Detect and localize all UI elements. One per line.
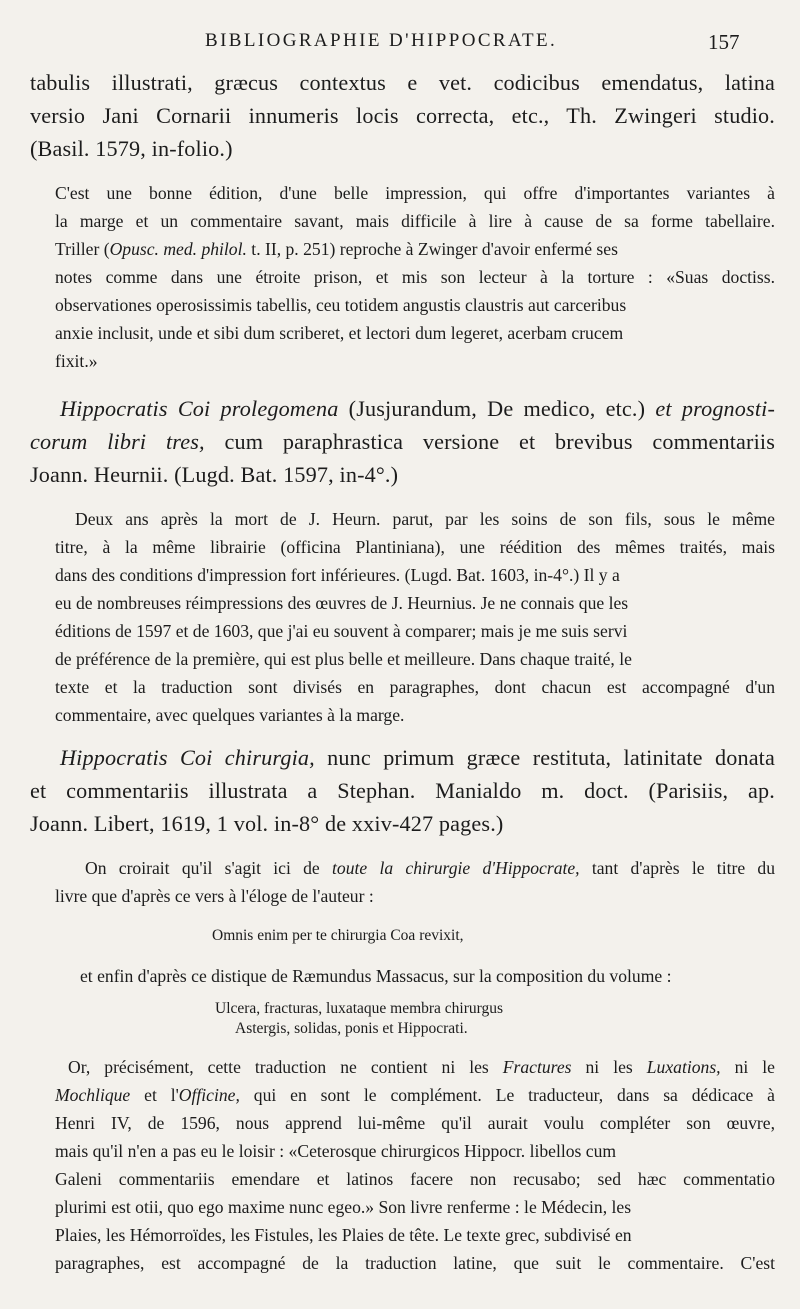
text-segment: Triller ( xyxy=(55,239,110,259)
entry-3-comment-line-1 xyxy=(85,858,775,879)
text-segment: et l' xyxy=(130,1085,179,1105)
italic-title: Hippocratis Coi prolegomena xyxy=(60,396,339,421)
entry-1-comment-line-1: C'est une bonne édition, d'une belle impression, qui offre d'importantes variantes à xyxy=(55,183,775,203)
entry-3-final-line-7: Plaies, les Hémorroïdes, les Fistules, les Plaies de tête. Le texte grec, subdivisé en xyxy=(55,1225,632,1245)
page-header xyxy=(0,30,800,56)
italic-title: toute la chirurgie d'Hippocrate, xyxy=(332,858,580,878)
entry-2-comment-line-4: eu de nombreuses réimpressions des œuvres de J. Heurnius. Je ne connais que les xyxy=(55,593,629,613)
entry-2-comment-line-7: texte et la traduction sont divisés en paragraphes, dont chacun est accompagné d'un xyxy=(55,677,775,697)
entry-2-comment-line-1: Deux ans après la mort de J. Heurn. parut, par les soins de son fils, sous le même xyxy=(75,509,775,529)
text-segment: ni les xyxy=(571,1057,647,1077)
italic-title: corum libri tres, xyxy=(30,429,205,454)
entry-3-line-2: et commentariis illustrata a Stephan. Manialdo m. doct. (Parisiis, ap. xyxy=(30,778,775,803)
entry-2-comment-line-6: de préférence de la première, qui est plus belle et meilleure. Dans chaque traité, le xyxy=(55,649,632,669)
text-segment: Or, précisément, cette traduction ne contient ni les xyxy=(68,1057,503,1077)
italic-title: et prognosti- xyxy=(655,396,775,421)
text-segment: ni le xyxy=(720,1057,775,1077)
entry-3-final-line-1 xyxy=(68,1057,775,1078)
distich-line-2: Astergis, solidas, ponis et Hippocrati. xyxy=(235,1020,468,1037)
italic-title: Hippocratis Coi chirurgia, xyxy=(60,745,315,770)
entry-3-final-line-8: paragraphes, est accompagné de la traduction latine, que suit le commentaire. C'est xyxy=(55,1253,775,1273)
entry-3-line-3: Joann. Libert, 1619, 1 vol. in-8° de xxiv-427 pages.) xyxy=(30,811,504,836)
page-number: 157 xyxy=(708,30,740,54)
entry-3-comment-line-2: livre que d'après ce vers à l'éloge de l'auteur : xyxy=(55,886,374,906)
entry-1-line-2: versio Jani Cornarii innumeris locis correcta, etc., Th. Zwingeri studio. xyxy=(30,103,775,128)
italic-title: Opusc. med. philol. xyxy=(109,239,247,259)
italic-title: Mochlique xyxy=(55,1085,131,1105)
text-segment: tant d'après le titre du xyxy=(579,858,775,878)
entry-1-comment-line-3 xyxy=(55,239,618,260)
entry-1-comment-line-7: fixit.» xyxy=(55,351,98,371)
text-segment: cum paraphrastica versione et brevibus commentariis xyxy=(204,429,775,454)
entry-2-comment-line-8: commentaire, avec quelques variantes à la marge. xyxy=(55,705,405,725)
entry-1-line-1: tabulis illustrati, græcus contextus e vet. codicibus emendatus, latina xyxy=(30,70,775,95)
distich-intro: et enfin d'après ce distique de Ræmundus Massacus, sur la composition du volume : xyxy=(80,966,672,986)
entry-3-final-line-3: Henri IV, de 1596, nous apprend lui-même qu'il aurait voulu compléter son œuvre, xyxy=(55,1113,775,1133)
entry-2-comment-line-5: éditions de 1597 et de 1603, que j'ai eu souvent à comparer; mais je me suis servi xyxy=(55,621,628,641)
text-segment: t. II, p. 251) reproche à Zwinger d'avoir enfermé ses xyxy=(246,239,618,259)
text-segment: nunc primum græce restituta, latinitate donata xyxy=(314,745,775,770)
entry-2-line-2 xyxy=(30,429,775,455)
entry-3-final-line-5: Galeni commentariis emendare et latinos facere non recusabo; sed hæc commentatio xyxy=(55,1169,775,1189)
entry-1-comment-line-5: observationes operosissimis tabellis, ceu totidem angustis claustris aut carceribus xyxy=(55,295,627,315)
entry-3-final-line-4: mais qu'il n'en a pas eu le loisir : «Ceterosque chirurgicos Hippocr. libellos cum xyxy=(55,1141,617,1161)
verse-quotation: Omnis enim per te chirurgia Coa revixit, xyxy=(212,927,464,944)
entry-1-comment-line-2: la marge et un commentaire savant, mais difficile à lire à cause de sa forme tabellaire. xyxy=(55,211,775,231)
running-title: BIBLIOGRAPHIE D'HIPPOCRATE. xyxy=(205,30,558,51)
italic-title: Fractures xyxy=(502,1057,572,1077)
entry-2-line-1 xyxy=(60,396,775,422)
entry-2-line-3: Joann. Heurnii. (Lugd. Bat. 1597, in-4°.) xyxy=(30,462,399,487)
entry-3-line-1 xyxy=(60,745,775,771)
entry-1-comment-line-4: notes comme dans une étroite prison, et mis son lecteur à la torture : «Suas doctiss. xyxy=(55,267,775,287)
distich-line-1: Ulcera, fracturas, luxataque membra chirurgus xyxy=(215,1000,504,1017)
text-segment: qui en sont le complément. Le traducteur, dans sa dédicace à xyxy=(239,1085,775,1105)
italic-title: Luxations, xyxy=(646,1057,721,1077)
text-segment: On croirait qu'il s'agit ici de xyxy=(85,858,333,878)
entry-3-final-line-2 xyxy=(55,1085,775,1106)
text-segment: (Jusjurandum, De medico, etc.) xyxy=(338,396,656,421)
entry-3-final-line-6: plurimi est otii, quo ego maxime nunc egeo.» Son livre renferme : le Médecin, les xyxy=(55,1197,632,1217)
italic-title: Officine, xyxy=(178,1085,240,1105)
entry-1-line-3: (Basil. 1579, in-folio.) xyxy=(30,136,233,161)
entry-2-comment-line-2: titre, à la même librairie (officina Plantiniana), une réédition des mêmes traités, mais xyxy=(55,537,775,557)
entry-1-comment-line-6: anxie inclusit, unde et sibi dum scriberet, et lectori dum legeret, acerbam crucem xyxy=(55,323,624,343)
entry-2-comment-line-3: dans des conditions d'impression fort inférieures. (Lugd. Bat. 1603, in-4°.) Il y a xyxy=(55,565,620,585)
